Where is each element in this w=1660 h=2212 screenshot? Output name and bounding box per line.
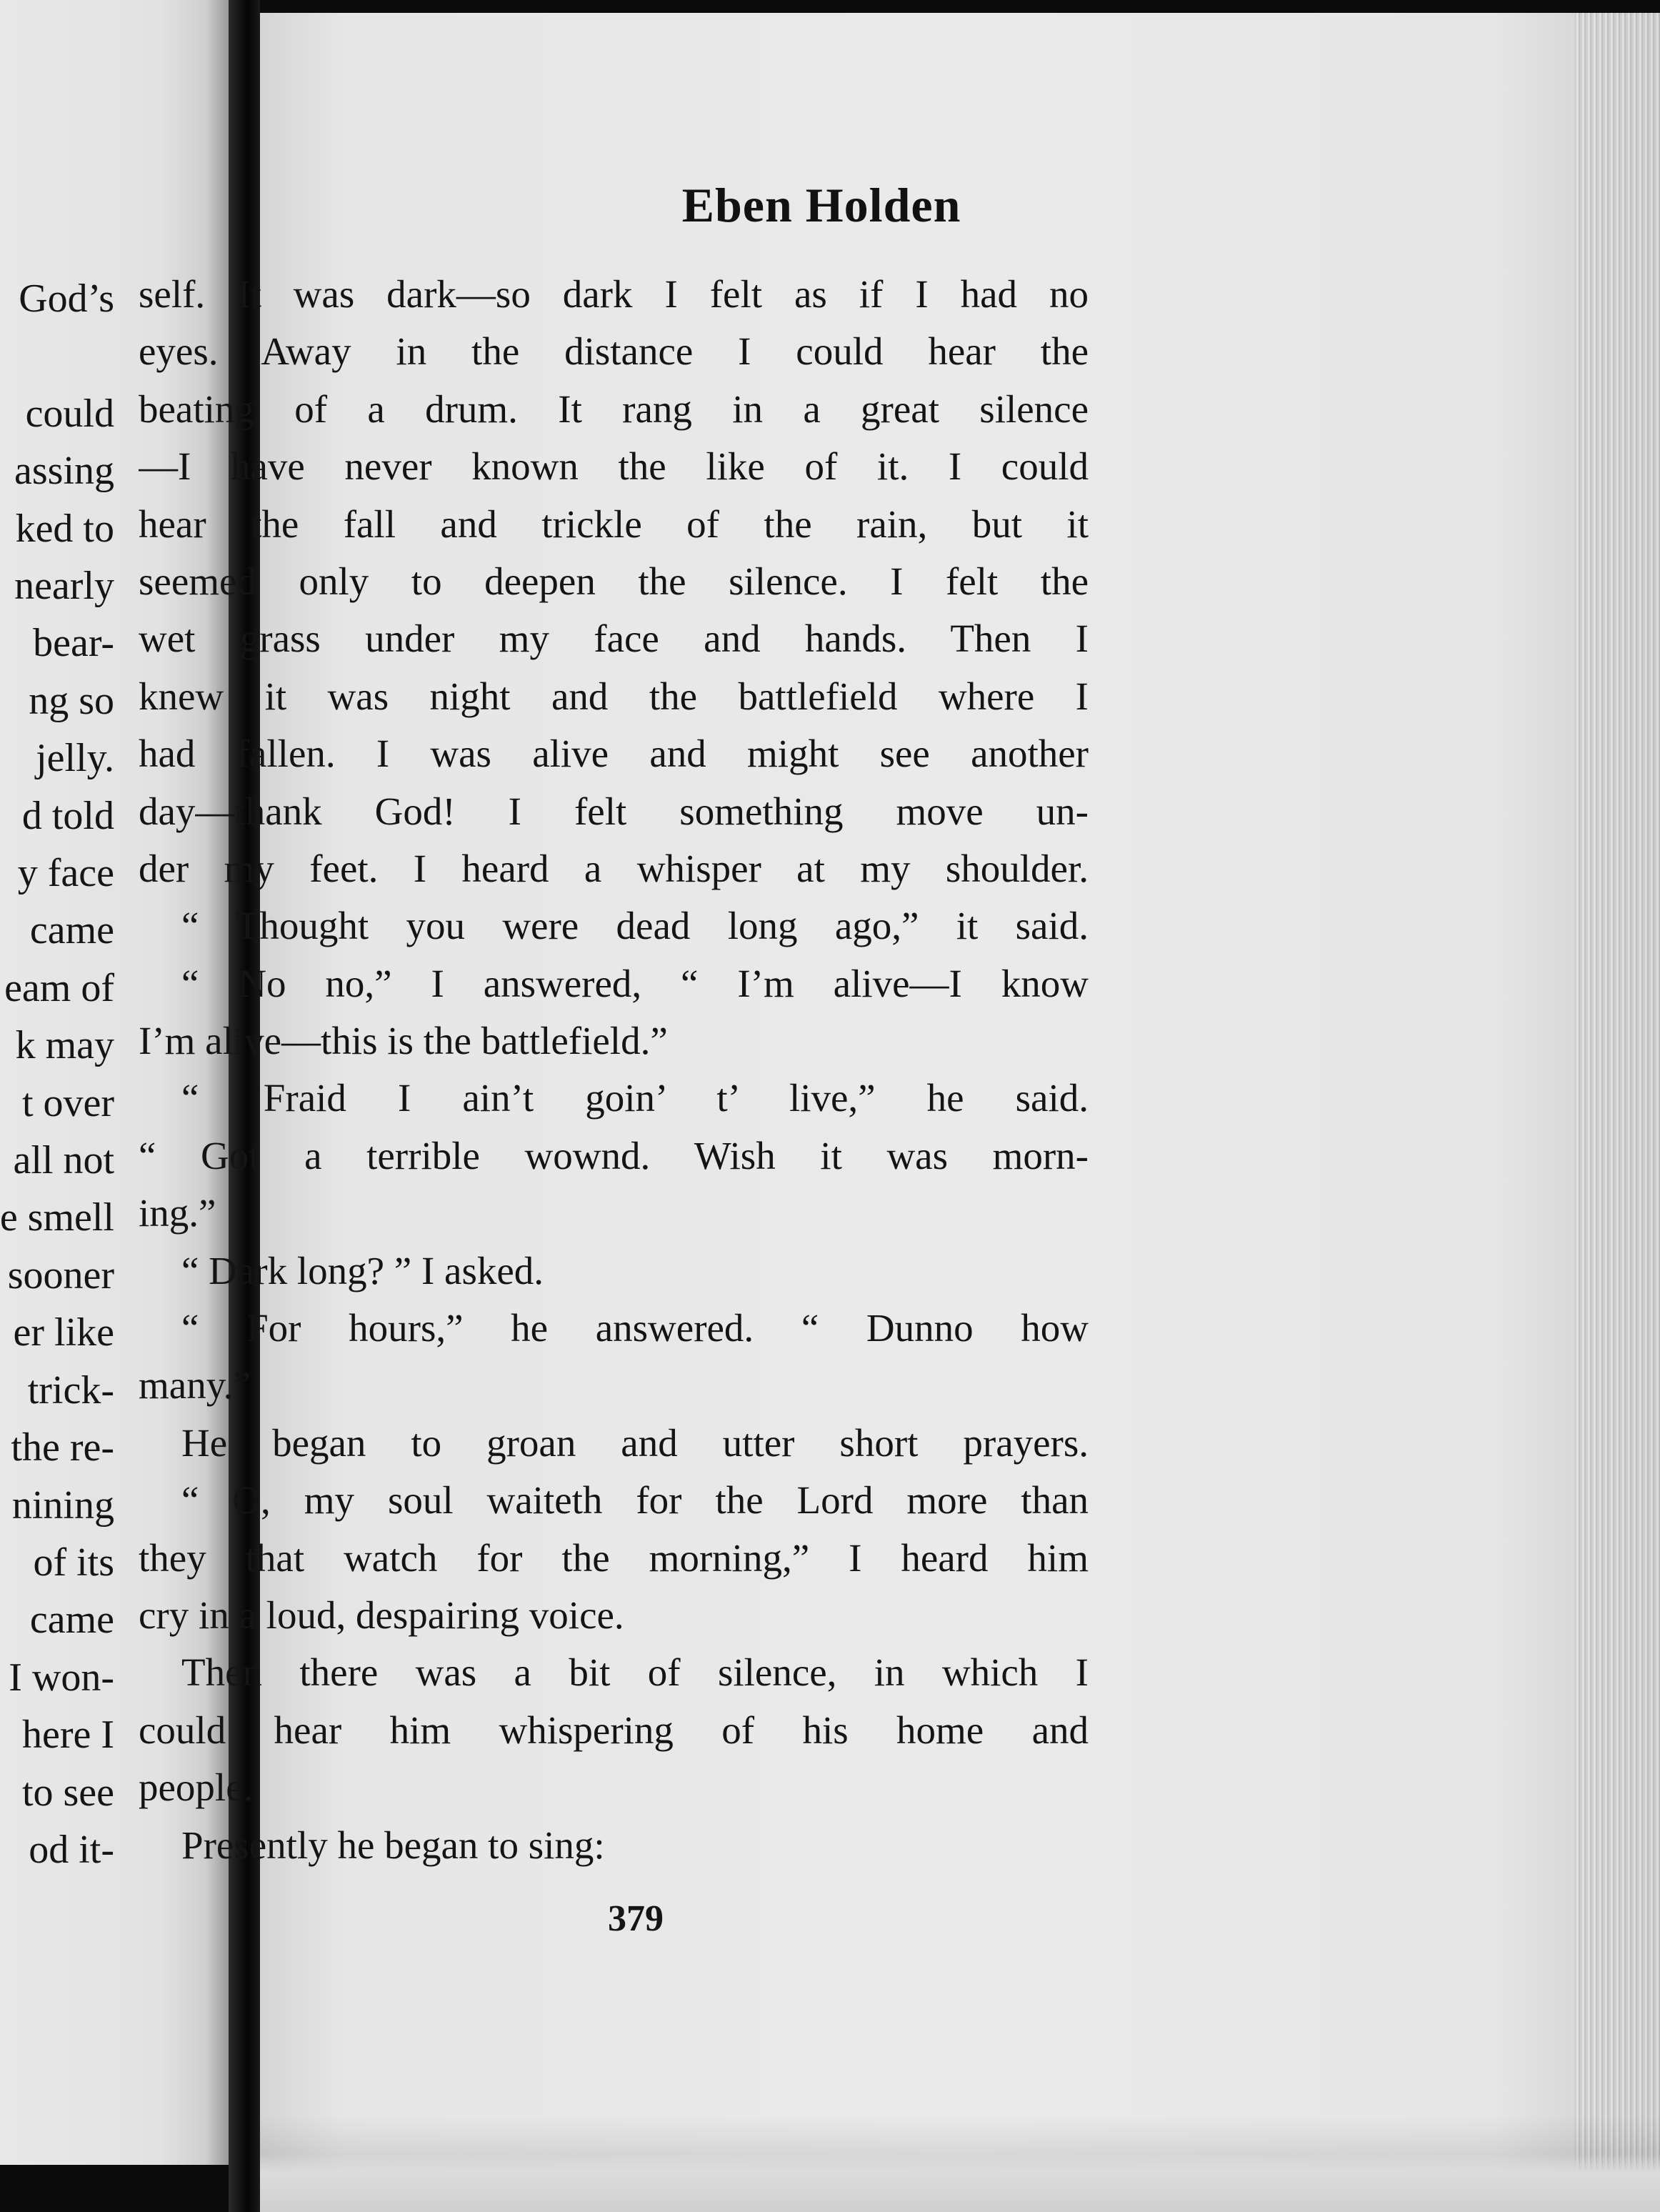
text-line: cry in a loud, despairing voice. [139,1593,624,1637]
left-line: of its [33,1540,114,1585]
page-edges [1574,13,1660,2201]
left-line: t over [21,1080,114,1125]
text-line: —I have never known the like of it. I could [139,444,1089,489]
left-line-gap [0,327,114,384]
page-bottom-edge [260,2115,1660,2212]
left-line: nearly [14,564,114,609]
page-number: 379 [608,1898,664,1939]
text-line: hear the fall and trickle of the rain, but it [139,502,1089,546]
left-line: assing [14,449,114,494]
left-line: came [29,1598,114,1643]
left-line: bear- [33,621,114,666]
left-line: the re- [11,1425,114,1470]
left-page-text [0,270,114,1878]
text-line: day—thank God! I felt something move un- [139,789,1089,833]
text-line: eyes. Away in the distance I could hear the [139,329,1089,374]
text-line: beating of a drum. It rang in a great silence [139,387,1089,431]
text-line: knew it was night and the battlefield where I [139,674,1089,718]
running-head: Eben Holden [681,178,961,232]
text-line: self. It was dark—so dark I felt as if I had no [139,272,1089,316]
left-line: jelly. [36,736,114,781]
left-line: er like [13,1310,114,1355]
text-line: “ O, my soul waiteth for the Lord more than [181,1478,1089,1523]
left-line: od it- [29,1827,114,1872]
text-line: “ For hours,” he answered. “ Dunno how [181,1306,1089,1350]
text-line: people. [139,1765,254,1810]
left-line: trick- [27,1367,114,1413]
text-line: Then there was a bit of silence, in which I [181,1650,1089,1695]
left-line: sooner [7,1252,114,1297]
text-line: “ Got a terrible wownd. Wish it was morn- [139,1133,1089,1177]
text-line: ing.” [139,1191,216,1235]
left-line: eam of [4,965,114,1010]
left-line: e smell [0,1195,114,1240]
left-line: God’s [19,276,114,321]
left-line: here I [21,1713,114,1758]
text-line: “ No no,” I answered, “ I’m alive—I know [181,961,1089,1005]
left-line: y face [17,851,114,896]
left-line: I won- [9,1655,114,1700]
text-line: had fallen. I was alive and might see another [139,732,1089,776]
text-line: “ Thought you were dead long ago,” it said. [181,904,1089,948]
text-line: many.” [139,1363,251,1408]
text-line: der my feet. I heard a whisper at my shoulder. [139,846,1089,890]
text-line: Presently he began to sing: [181,1823,605,1867]
left-line: ked to [15,506,114,551]
left-line: all not [13,1138,114,1183]
text-line: could hear him whispering of his home and [139,1708,1089,1752]
left-line: k may [15,1023,114,1068]
left-line: to see [21,1770,114,1815]
text-line: “ ’Fraid I ain’t goin’ t’ live,” he said. [181,1076,1089,1120]
text-line: seemed only to deepen the silence. I felt the [139,559,1089,603]
text-line: I’m alive—this is the battlefield.” [139,1019,668,1063]
left-line: came [29,908,114,953]
left-line: d told [21,793,114,838]
left-line: could [25,391,114,436]
text-line: wet grass under my face and hands. Then I [139,617,1089,661]
text-line: He began to groan and utter short prayers. [181,1420,1089,1465]
body-text [139,266,1089,1874]
text-line: they that watch for the morning,” I heard him [139,1535,1089,1580]
left-line: nining [11,1483,114,1528]
text-line: “ Dark long? ” I asked. [181,1248,544,1292]
left-line: ng so [29,678,114,723]
